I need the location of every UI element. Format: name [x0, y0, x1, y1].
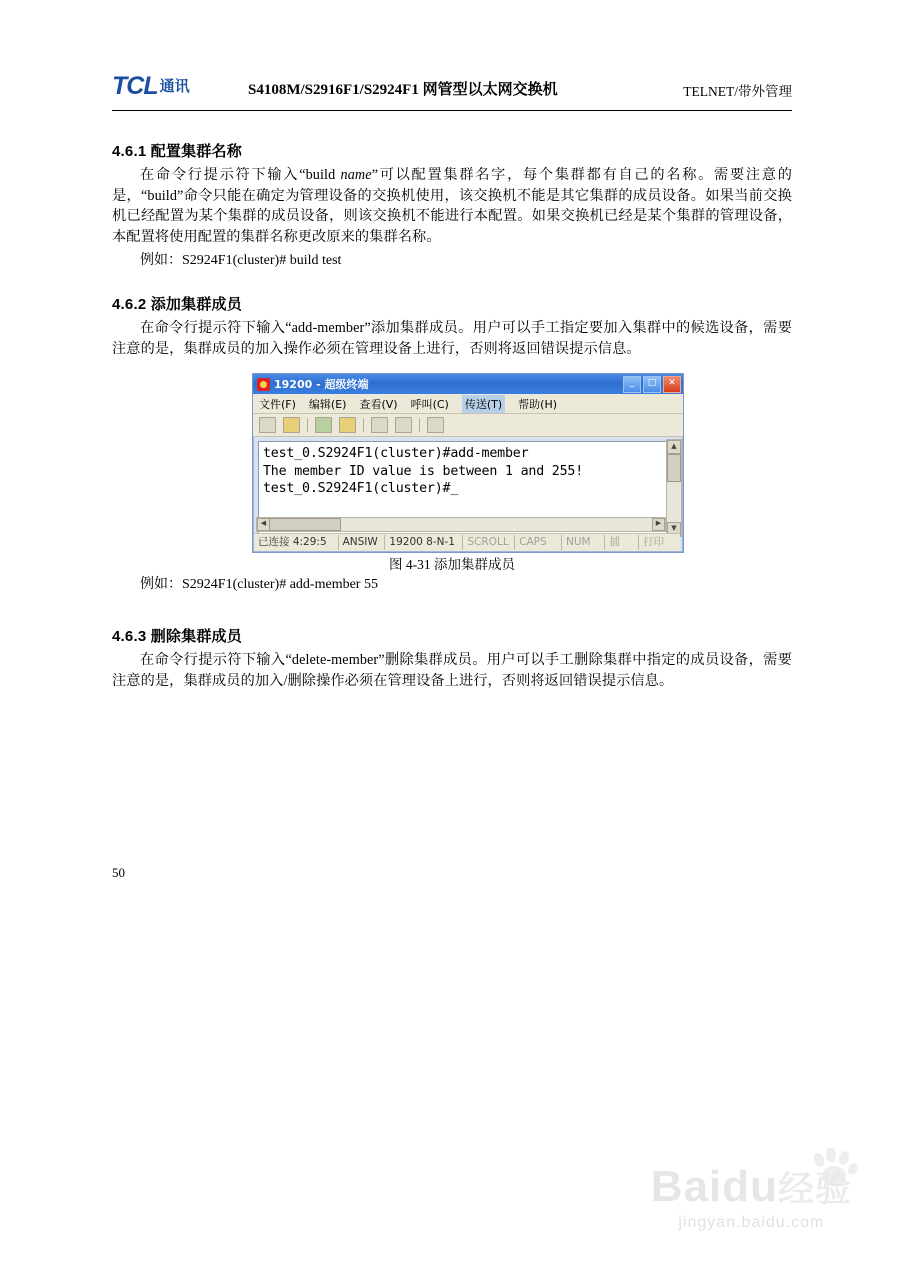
page-content	[112, 140, 792, 693]
close-button[interactable]: ✕	[663, 376, 681, 393]
figure-4-31	[112, 373, 792, 572]
status-caps: CAPS	[515, 535, 562, 550]
section-heading-461: 4.6.1 配置集群名称	[112, 143, 242, 160]
hyperterminal-window	[252, 373, 684, 553]
send-file-icon[interactable]	[371, 417, 388, 433]
section-461-example: 例如：S2924F1(cluster)# build test	[140, 253, 342, 268]
receive-file-icon[interactable]	[395, 417, 412, 433]
figure-caption: 图 4-31 添加集群成员	[389, 557, 515, 572]
menu-item-help[interactable]: 帮助(H)	[518, 397, 558, 411]
window-controls	[623, 376, 681, 393]
para-part-1: 在命令行提示符下输入“build	[140, 167, 341, 183]
watermark	[651, 1164, 852, 1232]
menu-item-transfer[interactable]: 传送(T)	[462, 395, 505, 413]
section-heading-463: 4.6.3 删除集群成员	[112, 628, 242, 645]
status-print: 打印	[643, 536, 665, 548]
toolbar-separator	[307, 418, 308, 432]
terminal-line-2: The member ID value is between 1 and 255!	[263, 463, 584, 479]
menu-item-view[interactable]: 查看(V)	[359, 397, 398, 411]
menu-item-edit[interactable]: 编辑(E)	[308, 397, 347, 411]
toolbar-separator-2	[363, 418, 364, 432]
terminal-line-1: test_0.S2924F1(cluster)#add-member	[263, 446, 529, 461]
section-462-example: 例如：S2924F1(cluster)# add-member 55	[140, 577, 378, 592]
scroll-down-arrow-icon[interactable]: ▼	[667, 522, 681, 536]
tcl-logo	[112, 72, 190, 101]
status-num: NUM	[562, 535, 606, 550]
open-icon[interactable]	[283, 417, 300, 433]
logo-chinese: 通讯	[159, 78, 190, 95]
section-463-paragraph: 在命令行提示符下输入“delete-member”删除集群成员。用户可以手工删除集群中指定的成员设备，需要注意的是，集群成员的加入/删除操作必须在管理设备上进行，否则将返回错误提示信息。	[112, 652, 792, 689]
scroll-left-arrow-icon[interactable]: ◀	[257, 518, 270, 531]
window-title: 19200 - 超级终端	[274, 378, 369, 391]
properties-icon[interactable]	[427, 417, 444, 433]
section-461-paragraph	[112, 165, 792, 247]
window-titlebar[interactable]	[253, 374, 683, 394]
window-toolbar	[253, 414, 683, 437]
menu-item-file[interactable]: 文件(F)	[259, 397, 296, 411]
horizontal-scrollbar[interactable]	[256, 517, 666, 532]
page-header	[112, 72, 792, 106]
watermark-url: jingyan.baidu.com	[678, 1214, 825, 1231]
para-italic-name: name	[340, 167, 372, 183]
section-462-paragraph: 在命令行提示符下输入“add-member”添加集群成员。用户可以手工指定要加入集群中的候选设备，需要注意的是，集群成员的加入操作必须在管理设备上进行，否则将返回错误提示信息。	[112, 320, 792, 357]
scroll-up-arrow-icon[interactable]: ▲	[667, 440, 681, 454]
status-connected: 已连接 4:29:5	[254, 535, 339, 550]
menu-item-call[interactable]: 呼叫(C)	[410, 397, 449, 411]
status-capture: 捕	[605, 535, 639, 550]
status-line-config: 19200 8-N-1	[385, 535, 463, 550]
watermark-main-cn: 经验	[777, 1168, 852, 1209]
hyperterminal-icon	[257, 378, 270, 391]
scroll-right-arrow-icon[interactable]: ▶	[652, 518, 665, 531]
disconnect-icon[interactable]	[339, 417, 356, 433]
section-heading-462: 4.6.2 添加集群成员	[112, 296, 242, 313]
logo-text: TCL	[112, 72, 158, 100]
maximize-button[interactable]: □	[643, 376, 661, 393]
header-divider	[112, 110, 792, 111]
vertical-scrollbar[interactable]	[666, 439, 682, 537]
vertical-scroll-thumb[interactable]	[667, 454, 681, 482]
status-emulation: ANSIW	[339, 535, 386, 550]
toolbar-separator-3	[419, 418, 420, 432]
para-part-2: ”可以配置集群名字，每个集群都有自己的名称。需要注意的是，“build”命令只能在确定为管理设备的交换机使用，该交换机不能是其它集群的成员设备。如果当前交换机已经配置为某个集群的成员设备，则该交换机不能进行本配置。如果交换机已经是某个集群的管理设备，本配置将使用配置的集群名称更改原来的集群名称。	[112, 167, 792, 245]
new-connection-icon[interactable]	[259, 417, 276, 433]
page-number: 50	[112, 865, 125, 880]
window-statusbar	[254, 533, 680, 551]
status-scroll: SCROLL	[463, 535, 515, 550]
minimize-button[interactable]: _	[623, 376, 641, 393]
header-section-label: TELNET/带外管理	[683, 84, 792, 99]
horizontal-scroll-thumb[interactable]	[269, 518, 341, 531]
window-menubar	[253, 394, 683, 414]
paw-icon	[810, 1148, 858, 1188]
terminal-line-3: test_0.S2924F1(cluster)#_	[263, 481, 459, 496]
call-icon[interactable]	[315, 417, 332, 433]
header-title: S4108M/S2916F1/S2924F1 网管型以太网交换机	[248, 82, 558, 98]
watermark-main: Baidu	[650, 1162, 778, 1211]
